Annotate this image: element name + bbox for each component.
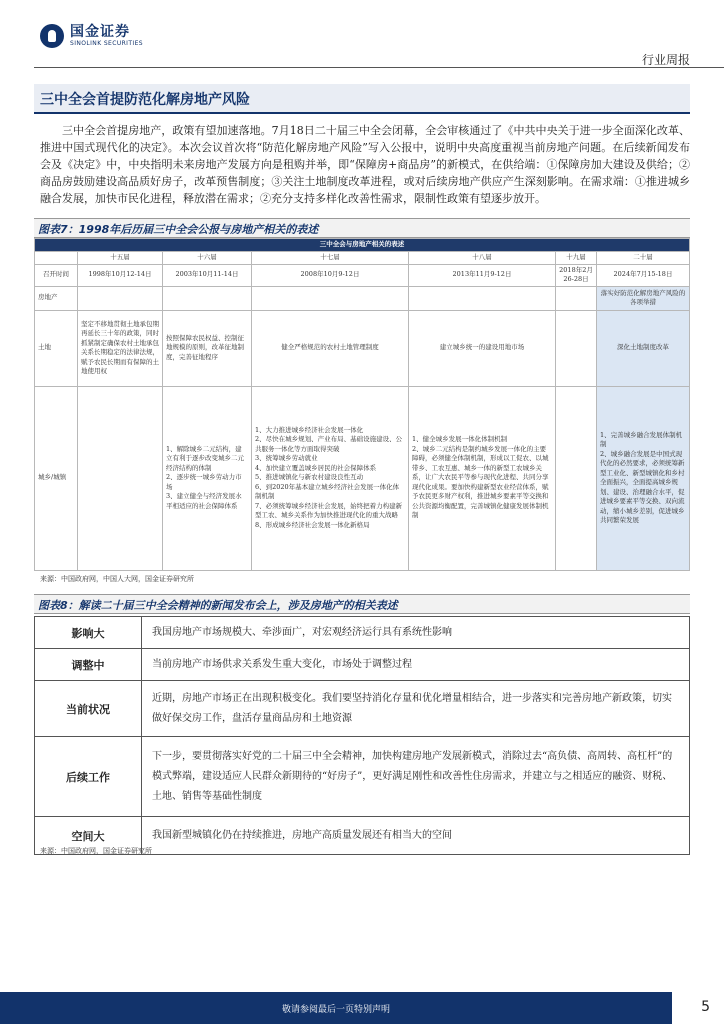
figure8-title-text: 图表8：解读二十届三中全会精神的新闻发布会上，涉及房地产的相关表述 [38, 599, 398, 612]
table-cell: 健全严格规范的农村土地管理制度 [252, 310, 409, 386]
logo-name-en: SINOLINK SECURITIES [70, 40, 143, 47]
row-label: 当前状况 [35, 681, 142, 737]
table-cell: 落实好防范化解房地产风险的各项举措 [597, 286, 690, 310]
figure8-table [34, 616, 690, 855]
table-row [35, 649, 690, 681]
table-cell: 1、健全城乡发展一体化体制机制 2、城乡二元结构是制约城乡发展一体化的主要障碍，必须健全体制机制，形成以工促农、以城带乡、工农互惠、城乡一体的新型工农城乡关系，让广大农民平等参与现代化进程、共同分享现代化成果。要加快构建新型农业经营体系，赋予农民更多财产权利，推进城乡要素平等交换和公共资源均衡配置，完善城镇化健康发展体制机制 [409, 386, 556, 570]
table-cell [556, 310, 597, 386]
date-cell: 2013年11月9-12日 [409, 264, 556, 286]
table-cell [409, 286, 556, 310]
row-label-realestate: 房地产 [35, 286, 78, 310]
company-logo [40, 24, 143, 48]
row-label: 影响大 [35, 617, 142, 649]
table-cell: 坚定不移地贯彻土地承包期再延长三十年的政策，同时抓紧制定确保农村土地承包关系长期稳定的法律法规，赋予农民长期而有保障的土地使用权 [78, 310, 163, 386]
table-cell: 1、完善城乡融合发展体制机制 2、城乡融合发展是中国式现代化的必然要求，必须统筹新型工业化、新型城镇化和乡村全面振兴，全面提高城乡规划、建设、治理融合水平，促进城乡要素平等交换、双向流动，缩小城乡差别，促进城乡共同繁荣发展 [597, 386, 690, 570]
figure7-title [34, 218, 690, 238]
footer-bar [0, 992, 672, 1024]
footer-disclaimer: 敬请参阅最后一页特别声明 [281, 1005, 390, 1015]
figure8-source: 来源：中国政府网，国金证券研究所 [40, 847, 152, 855]
row-label-urban: 城乡/城镇 [35, 386, 78, 570]
col-header: 十九届 [556, 252, 597, 265]
table-row [35, 681, 690, 737]
section-title [34, 84, 690, 114]
date-cell: 2003年10月11-14日 [163, 264, 252, 286]
page-header [0, 0, 724, 70]
figure7-table-header: 三中全会与房地产相关的表述 [35, 239, 690, 252]
header-divider [34, 67, 724, 68]
table-cell [163, 286, 252, 310]
figure7-source: 来源：中国政府网，中国人大网，国金证券研究所 [40, 575, 194, 583]
table-cell [78, 386, 163, 570]
table-cell [556, 386, 597, 570]
row-text: 近期，房地产市场正在出现积极变化。我们要坚持消化存量和优化增量相结合，进一步落实和完善房地产新政策，切实做好保交房工作，盘活存量商品房和土地资源 [142, 681, 690, 737]
table-cell [556, 286, 597, 310]
figure7-table [34, 238, 690, 571]
table-cell: 1、大力推进城乡经济社会发展一体化 2、尽快在城乡规划、产业布局、基础设施建设、公共服务一体化等方面取得突破 3、统筹城乡劳动就业 4、加快建立覆盖城乡居民的社会保障体系 5、推进城镇化与新农村建设良性互动 6、到2020年基本建立城乡经济社会发展一体化体制机制 7、必须统筹城乡经济社会发展，始终把着力构建新型工农、城乡关系作为加快推进现代化的重大战略 8、形成城乡经济社会发展一体化新格局 [252, 386, 409, 570]
figure8-title [34, 594, 690, 614]
table-cell: 1、解除城乡二元结构，建立有利于逐步改变城乡二元经济结构的体制 2、逐步统一城乡劳动力市场 3、建立健全与经济发展水平相适应的社会保障体系 [163, 386, 252, 570]
table-cell: 按照保障农民权益、控制征地规模的原则，改革征地制度，完善征地程序 [163, 310, 252, 386]
page-footer [0, 992, 724, 1024]
table-cell: 建立城乡统一的建设用地市场 [409, 310, 556, 386]
row-label: 空间大 [35, 817, 142, 855]
row-text: 下一步，要贯彻落实好党的二十届三中全会精神，加快构建房地产发展新模式，消除过去“高负债、高周转、高杠杆”的模式弊端，建设适应人民群众新期待的“好房子”，更好满足刚性和改善性住房需求，并建立与之相适应的融资、财税、土地、销售等基础性制度 [142, 737, 690, 817]
table-row [35, 737, 690, 817]
section-title-text: 三中全会首提防范化解房地产风险 [40, 92, 250, 108]
date-cell: 2008年10月9-12日 [252, 264, 409, 286]
row-label: 后续工作 [35, 737, 142, 817]
table-cell: 深化土地制度改革 [597, 310, 690, 386]
row-label: 调整中 [35, 649, 142, 681]
logo-icon [40, 24, 64, 48]
col-header: 十八届 [409, 252, 556, 265]
col-header: 十六届 [163, 252, 252, 265]
row-text: 我国房地产市场规模大、牵涉面广，对宏观经济运行具有系统性影响 [142, 617, 690, 649]
table-cell [78, 286, 163, 310]
row-text: 当前房地产市场供求关系发生重大变化，市场处于调整过程 [142, 649, 690, 681]
logo-name-cn: 国金证券 [70, 24, 130, 40]
report-type: 行业周报 [641, 53, 690, 67]
date-cell: 2018年2月26-28日 [556, 264, 597, 286]
col-header: 十五届 [78, 252, 163, 265]
date-cell: 1998年10月12-14日 [78, 264, 163, 286]
row-text: 我国新型城镇化仍在持续推进，房地产高质量发展还有相当大的空间 [142, 817, 690, 855]
row-label-dates: 召开时间 [35, 264, 78, 286]
body-paragraph: 三中全会首提房地产，政策有望加速落地。7月18日二十届三中全会闭幕，全会审核通过了《中共中央关于进一步全面深化改革、推进中国式现代化的决定》。本次会议首次将“防范化解房地产风险”写入公报中，说明中央高度重视当前房地产问题。在后续新闻发布会及《决定》中，中央指明未来房地产发展方向是租购并举，即“保障房+商品房”的新模式，在供给端：①保障房加大建设及供给；②商品房鼓励建设高品质好房子，改革预售制度；③关注土地制度改革进程，或对后续房地产供应产生深刻影响。在需求端：①推进城乡融合发展，加快市民化进程，释放潜在需求；②充分支持多样化改善性需求，限制性政策有望逐步放开。 [40, 124, 690, 205]
col-header: 十七届 [252, 252, 409, 265]
table-cell [252, 286, 409, 310]
row-label-land: 土地 [35, 310, 78, 386]
figure7-title-text: 图表7：1998年后历届三中全会公报与房地产相关的表述 [38, 223, 319, 236]
page-number: 5 [701, 999, 710, 1015]
date-cell: 2024年7月15-18日 [597, 264, 690, 286]
corner-cell [35, 252, 78, 265]
col-header: 二十届 [597, 252, 690, 265]
table-row [35, 617, 690, 649]
